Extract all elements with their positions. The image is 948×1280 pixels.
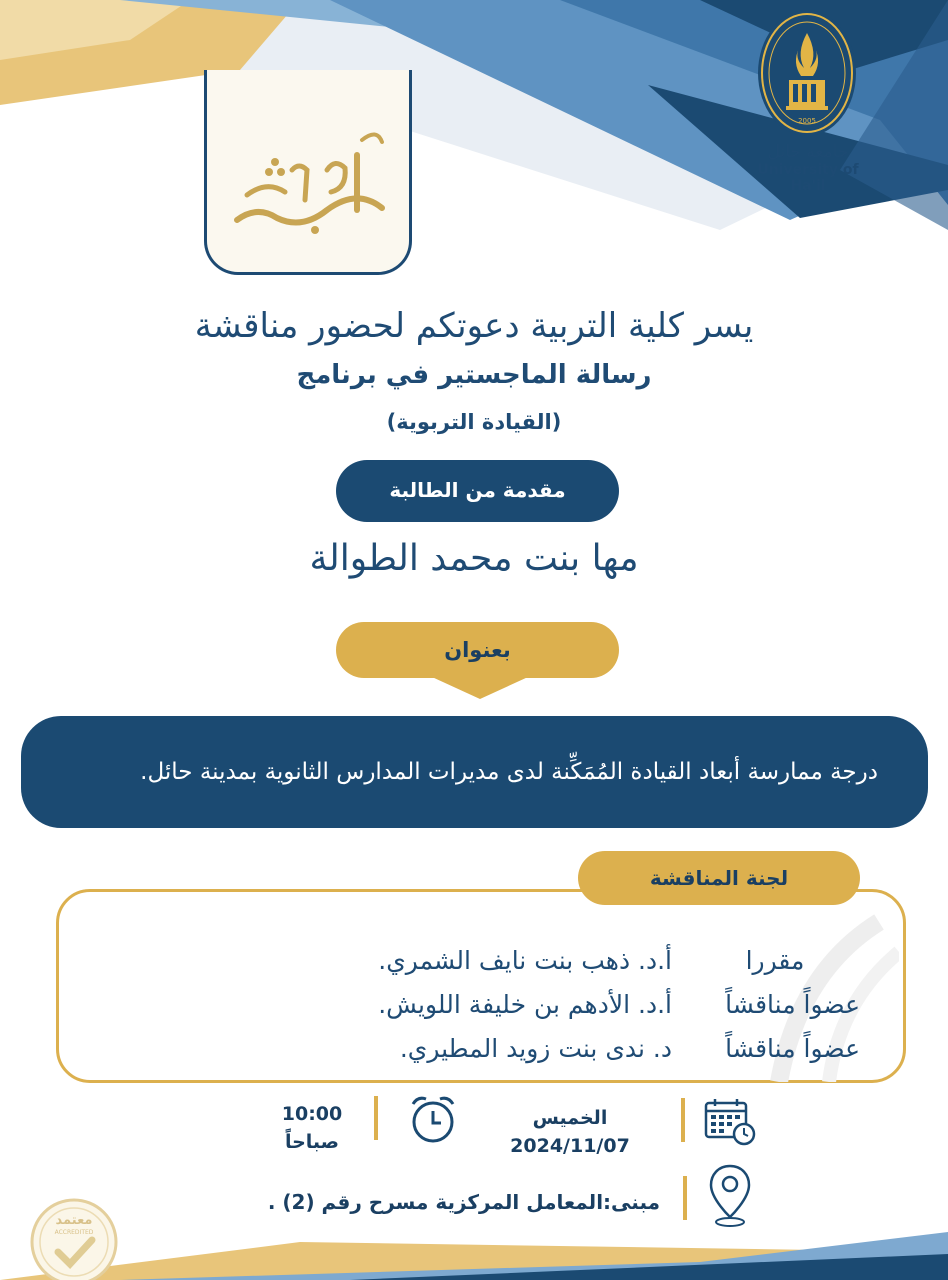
member-role: عضواً مناقشاً xyxy=(725,1034,860,1063)
invitation-subline: رسالة الماجستير في برنامج xyxy=(296,360,652,390)
thesis-title: درجة ممارسة أبعاد القيادة المُمَكِّنة لدى مديرات المدارس الثانوية بمدينة حائل. xyxy=(140,759,878,785)
student-name: مها بنت محمد الطوالة xyxy=(309,538,639,579)
day-label: الخميس xyxy=(532,1107,608,1129)
title-pill-pointer xyxy=(432,677,528,699)
calendar-icon xyxy=(704,1098,756,1146)
location-pin-icon xyxy=(708,1162,752,1228)
member-name: د. ندى بنت زويد المطيري. xyxy=(399,1034,672,1063)
monogram-card xyxy=(204,70,412,275)
accreditation-seal xyxy=(28,1196,120,1280)
divider-line xyxy=(683,1176,687,1220)
committee-pill: لجنة المناقشة xyxy=(578,851,860,905)
date-label: 2024/11/07 xyxy=(510,1135,630,1157)
member-role: مقررا xyxy=(745,946,805,975)
program-name: (القيادة التربوية) xyxy=(386,410,562,434)
bottom-decoration xyxy=(0,1232,948,1280)
logo-name-english: University of Ha'il xyxy=(757,162,859,194)
title-pill: بعنوان xyxy=(336,622,619,678)
time-label: 10:00 xyxy=(281,1103,343,1125)
divider-line xyxy=(681,1098,685,1142)
committee-member-row xyxy=(80,990,860,1030)
date-block xyxy=(490,1104,650,1160)
seal-text-arabic: معتمد xyxy=(55,1213,93,1228)
logo-year: 2005 xyxy=(798,117,816,125)
logo-name-arabic: جامعة حائل xyxy=(767,142,849,162)
divider-line xyxy=(374,1096,378,1140)
thesis-title-box xyxy=(21,716,928,828)
member-name: أ.د. الأدهم بن خليفة اللويش. xyxy=(378,990,672,1019)
seal-text-english: ACCREDITED xyxy=(54,1229,94,1236)
member-role: عضواً مناقشاً xyxy=(725,990,860,1019)
calligraphy-monogram xyxy=(207,70,409,272)
member-name: أ.د. ذهب بنت نايف الشمري. xyxy=(378,946,672,975)
committee-member-row xyxy=(80,1034,860,1074)
presented-by-pill: مقدمة من الطالبة xyxy=(336,460,619,522)
time-block xyxy=(262,1100,362,1156)
invitation-headline: يسر كلية التربية دعوتكم لحضور مناقشة xyxy=(194,306,754,346)
university-logo xyxy=(756,8,858,138)
clock-icon xyxy=(408,1094,458,1144)
committee-member-row xyxy=(80,946,860,986)
venue-label: مبنى:المعامل المركزية مسرح رقم (2) . xyxy=(267,1190,660,1214)
period-label: صباحاً xyxy=(284,1131,340,1153)
